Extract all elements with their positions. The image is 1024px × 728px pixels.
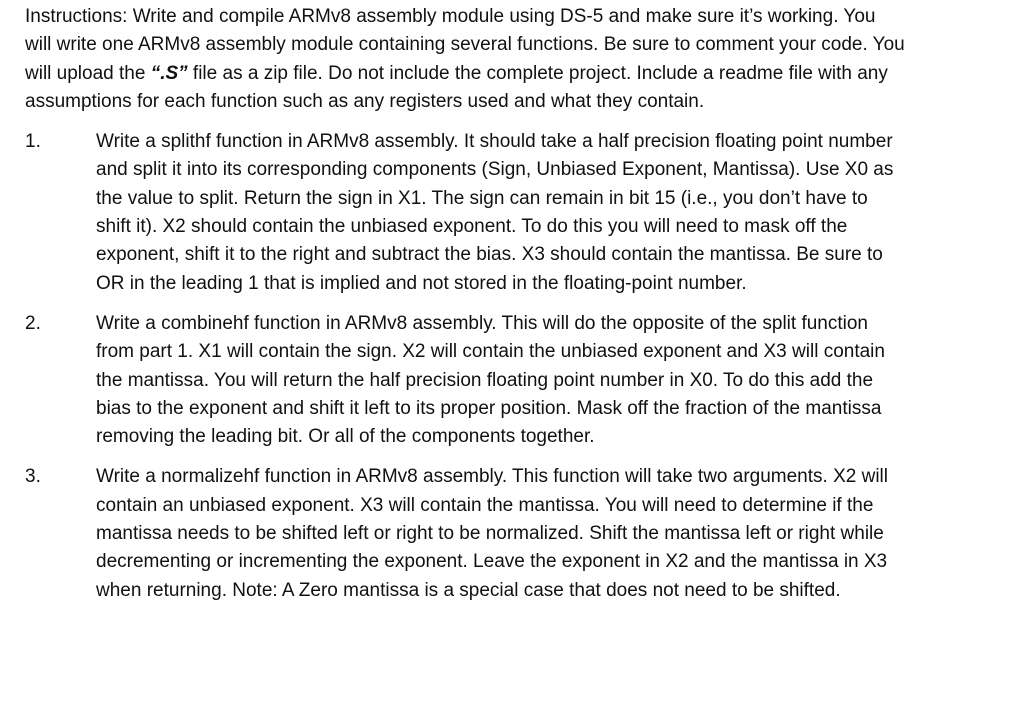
list-item-3: [25, 463, 905, 604]
file-extension-emphasis: “.S”: [150, 62, 188, 84]
list-number: 1.: [25, 131, 41, 153]
list-number: 2.: [25, 312, 41, 334]
list-item-2: [25, 310, 905, 451]
list-item-text: Write a normalizehf function in ARMv8 assembly. This function will take two arguments. X2 will contain an unbiased exponent. X3 will contain the mantissa. You will need to determine if the mantissa needs to be shifted left or right to be normalized. Shift the mantissa left or right while decrementing or incrementing the exponent. Leave the exponent in X2 and the mantissa in X3 when returning. Note: A Zero mantissa is a special case that does not need to be shifted.: [96, 466, 888, 601]
instructions-lead: Instructions: Write and compile ARMv8 assembly module using DS-5 and make sure it’s working. You will write one ARMv8 assembly module containing several functions. Be sure to comment your code. You will upload the: [25, 6, 905, 84]
instructions-tail: file as a zip file. Do not include the complete project. Include a readme file with any assumptions for each function such as any registers used and what they contain.: [25, 62, 888, 112]
list-item-1: [25, 128, 905, 298]
list-item-text: Write a splithf function in ARMv8 assembly. It should take a half precision floating point number and split it into its corresponding components (Sign, Unbiased Exponent, Mantissa). Use X0 as the value to split. Return the sign in X1. The sign can remain in bit 15 (i.e., you don’t have to shift it). X2 should contain the unbiased exponent. To do this you will need to mask off the exponent, shift it to the right and subtract the bias. X3 should contain the mantissa. Be sure to OR in the leading 1 that is implied and not stored in the floating-point number.: [96, 131, 894, 294]
instructions-paragraph: [25, 3, 905, 116]
document: [25, 3, 905, 617]
list-item-text: Write a combinehf function in ARMv8 assembly. This will do the opposite of the split function from part 1. X1 will contain the sign. X2 will contain the unbiased exponent and X3 will contain the mantissa. You will return the half precision floating point number in X0. To do this add the bias to the exponent and shift it left to its proper position. Mask off the fraction of the mantissa removing the leading bit. Or all of the components together.: [96, 312, 885, 448]
list-number: 3.: [25, 466, 41, 488]
